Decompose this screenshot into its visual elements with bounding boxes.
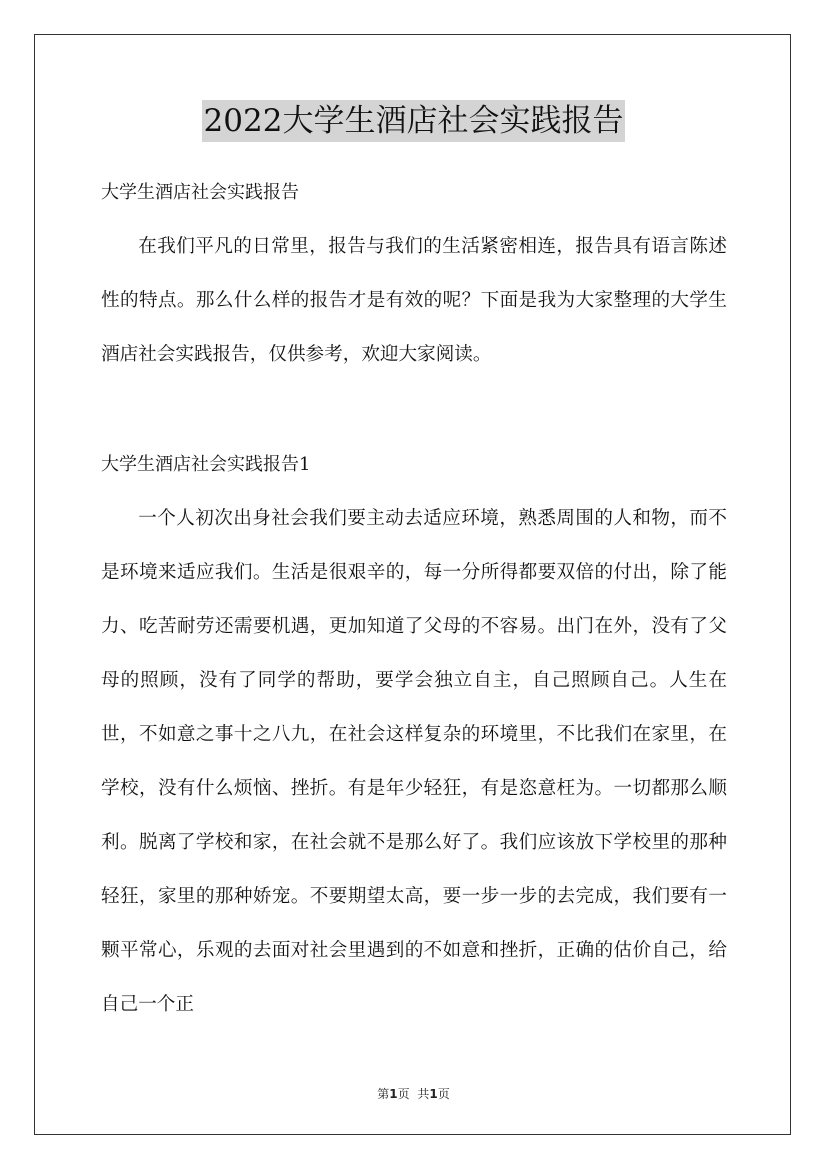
- title-container: [0, 100, 827, 142]
- section-heading: 大学生酒店社会实践报告1: [101, 454, 311, 475]
- intro-paragraph: 在我们平凡的日常里，报告与我们的生活紧密相连，报告具有语言陈述性的特点。那么什么样的报告才是有效的呢？下面是我为大家整理的大学生酒店社会实践报告，仅供参考，欢迎大家阅读。: [101, 236, 727, 365]
- page-footer: [0, 1086, 827, 1102]
- footer-page-prefix: 第: [377, 1087, 390, 1101]
- document-subtitle: 大学生酒店社会实践报告: [101, 182, 299, 203]
- footer-page-number: 1: [389, 1087, 398, 1101]
- footer-total-suffix: 页: [437, 1087, 450, 1101]
- document-title: 2022大学生酒店社会实践报告: [202, 100, 626, 142]
- footer-page-suffix: 页: [397, 1087, 410, 1101]
- footer-total-pages: 1: [429, 1087, 438, 1101]
- body-paragraph: 一个人初次出身社会我们要主动去适应环境，熟悉周围的人和物，而不是环境来适应我们。生活是很艰辛的，每一分所得都要双倍的付出，除了能力、吃苦耐劳还需要机遇，更加知道了父母的不容易。出门在外，没有了父母的照顾，没有了同学的帮助，要学会独立自主，自己照顾自己。人生在世，不如意之事十之八九，在社会这样复杂的环境里，不比我们在家里，在学校，没有什么烦恼、挫折。有是年少轻狂，有是恣意枉为。一切都那么顺利。脱离了学校和家，在社会就不是那么好了。我们应该放下学校里的那种轻狂，家里的那种娇宠。不要期望太高，要一步一步的去完成，我们要有一颗平常心，乐观的去面对社会里遇到的不如意和挫折，正确的估价自己，给自己一个正: [101, 508, 727, 1015]
- footer-total-prefix: 共: [417, 1087, 430, 1101]
